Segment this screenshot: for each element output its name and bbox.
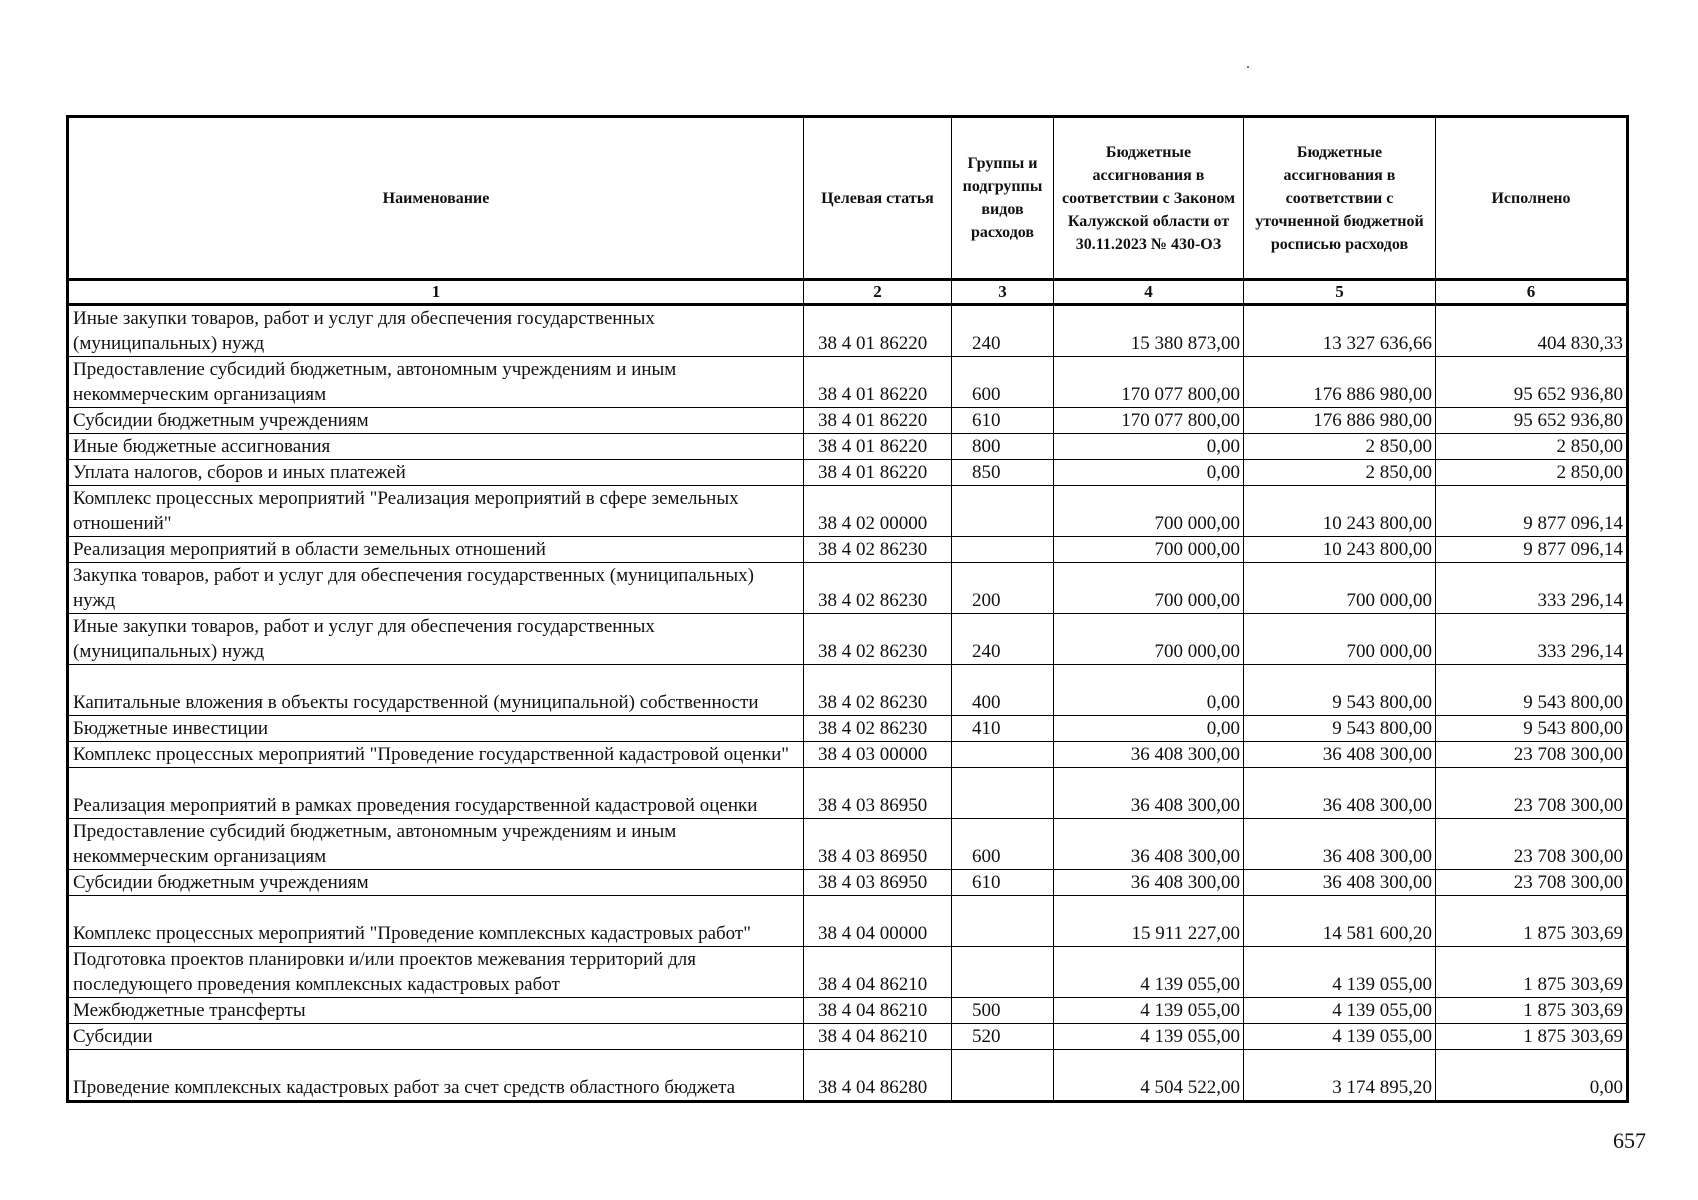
row-law-amount: 4 139 055,00 xyxy=(1054,998,1244,1024)
table-row xyxy=(68,768,1628,819)
row-code: 38 4 02 86230 xyxy=(804,614,952,665)
row-executed-amount: 0,00 xyxy=(1436,1050,1628,1102)
row-refined-amount: 13 327 636,66 xyxy=(1244,305,1436,357)
row-law-amount: 4 504 522,00 xyxy=(1054,1050,1244,1102)
row-executed-amount: 23 708 300,00 xyxy=(1436,870,1628,896)
row-code: 38 4 04 86210 xyxy=(804,947,952,998)
table-row xyxy=(68,896,1628,947)
table-row xyxy=(68,998,1628,1024)
row-refined-amount: 9 543 800,00 xyxy=(1244,716,1436,742)
row-executed-amount: 9 543 800,00 xyxy=(1436,716,1628,742)
row-code: 38 4 04 00000 xyxy=(804,896,952,947)
row-name: Капитальные вложения в объекты государственной (муниципальной) собственности xyxy=(68,665,804,716)
table-row xyxy=(68,819,1628,870)
row-group xyxy=(952,768,1054,819)
row-name: Иные закупки товаров, работ и услуг для обеспечения государственных (муниципальных) нужд xyxy=(68,614,804,665)
row-refined-amount: 176 886 980,00 xyxy=(1244,408,1436,434)
budget-table xyxy=(66,115,1629,1103)
row-code: 38 4 04 86210 xyxy=(804,998,952,1024)
row-law-amount: 36 408 300,00 xyxy=(1054,742,1244,768)
column-number-row xyxy=(68,280,1628,305)
row-law-amount: 700 000,00 xyxy=(1054,486,1244,537)
row-executed-amount: 23 708 300,00 xyxy=(1436,768,1628,819)
column-number: 1 xyxy=(68,280,804,305)
row-refined-amount: 36 408 300,00 xyxy=(1244,742,1436,768)
row-name: Подготовка проектов планировки и/или проектов межевания территорий для последующего проведения комплексных кадастровых работ xyxy=(68,947,804,998)
row-group: 800 xyxy=(952,434,1054,460)
table-row xyxy=(68,537,1628,563)
row-group: 610 xyxy=(952,408,1054,434)
row-law-amount: 0,00 xyxy=(1054,716,1244,742)
row-name: Реализация мероприятий в рамках проведения государственной кадастровой оценки xyxy=(68,768,804,819)
row-code: 38 4 01 86220 xyxy=(804,460,952,486)
row-group xyxy=(952,486,1054,537)
row-group xyxy=(952,742,1054,768)
row-refined-amount: 36 408 300,00 xyxy=(1244,870,1436,896)
row-name: Иные закупки товаров, работ и услуг для обеспечения государственных (муниципальных) нужд xyxy=(68,305,804,357)
row-executed-amount: 95 652 936,80 xyxy=(1436,357,1628,408)
row-name: Комплекс процессных мероприятий "Проведение комплексных кадастровых работ" xyxy=(68,896,804,947)
table-row xyxy=(68,870,1628,896)
column-number: 3 xyxy=(952,280,1054,305)
row-executed-amount: 1 875 303,69 xyxy=(1436,1024,1628,1050)
row-refined-amount: 4 139 055,00 xyxy=(1244,947,1436,998)
row-code: 38 4 01 86220 xyxy=(804,408,952,434)
row-executed-amount: 95 652 936,80 xyxy=(1436,408,1628,434)
page-number: 657 xyxy=(1613,1128,1646,1153)
row-executed-amount: 9 543 800,00 xyxy=(1436,665,1628,716)
row-refined-amount: 9 543 800,00 xyxy=(1244,665,1436,716)
row-law-amount: 700 000,00 xyxy=(1054,537,1244,563)
row-code: 38 4 02 86230 xyxy=(804,537,952,563)
row-name: Бюджетные инвестиции xyxy=(68,716,804,742)
row-group: 600 xyxy=(952,819,1054,870)
row-name: Субсидии бюджетным учреждениям xyxy=(68,408,804,434)
row-refined-amount: 14 581 600,20 xyxy=(1244,896,1436,947)
row-name: Комплекс процессных мероприятий "Проведение государственной кадастровой оценки" xyxy=(68,742,804,768)
table-body xyxy=(68,305,1628,1102)
row-name: Межбюджетные трансферты xyxy=(68,998,804,1024)
row-law-amount: 15 380 873,00 xyxy=(1054,305,1244,357)
row-name: Проведение комплексных кадастровых работ за счет средств областного бюджета xyxy=(68,1050,804,1102)
row-code: 38 4 01 86220 xyxy=(804,434,952,460)
row-law-amount: 700 000,00 xyxy=(1054,563,1244,614)
row-name: Субсидии бюджетным учреждениям xyxy=(68,870,804,896)
table-row xyxy=(68,1050,1628,1102)
row-refined-amount: 176 886 980,00 xyxy=(1244,357,1436,408)
row-executed-amount: 9 877 096,14 xyxy=(1436,537,1628,563)
row-name: Субсидии xyxy=(68,1024,804,1050)
table-header xyxy=(68,117,1628,305)
row-law-amount: 36 408 300,00 xyxy=(1054,768,1244,819)
row-group: 400 xyxy=(952,665,1054,716)
row-group xyxy=(952,896,1054,947)
row-code: 38 4 04 86280 xyxy=(804,1050,952,1102)
row-executed-amount: 23 708 300,00 xyxy=(1436,819,1628,870)
document-page xyxy=(66,115,1626,1103)
row-law-amount: 15 911 227,00 xyxy=(1054,896,1244,947)
row-name: Предоставление субсидий бюджетным, автономным учреждениям и иным некоммерческим организациям xyxy=(68,357,804,408)
row-executed-amount: 2 850,00 xyxy=(1436,460,1628,486)
table-row xyxy=(68,408,1628,434)
row-refined-amount: 36 408 300,00 xyxy=(1244,768,1436,819)
row-code: 38 4 04 86210 xyxy=(804,1024,952,1050)
row-group xyxy=(952,537,1054,563)
table-row xyxy=(68,665,1628,716)
column-number: 4 xyxy=(1054,280,1244,305)
table-row xyxy=(68,563,1628,614)
row-code: 38 4 03 00000 xyxy=(804,742,952,768)
row-law-amount: 36 408 300,00 xyxy=(1054,819,1244,870)
row-executed-amount: 333 296,14 xyxy=(1436,614,1628,665)
row-name: Комплекс процессных мероприятий "Реализация мероприятий в сфере земельных отношений" xyxy=(68,486,804,537)
row-refined-amount: 36 408 300,00 xyxy=(1244,819,1436,870)
row-group xyxy=(952,947,1054,998)
row-code: 38 4 02 86230 xyxy=(804,563,952,614)
row-refined-amount: 10 243 800,00 xyxy=(1244,537,1436,563)
row-name: Предоставление субсидий бюджетным, автономным учреждениям и иным некоммерческим организациям xyxy=(68,819,804,870)
row-executed-amount: 2 850,00 xyxy=(1436,434,1628,460)
table-row xyxy=(68,614,1628,665)
scan-speck xyxy=(1247,66,1249,68)
row-code: 38 4 03 86950 xyxy=(804,819,952,870)
row-group: 240 xyxy=(952,305,1054,357)
table-row xyxy=(68,1024,1628,1050)
column-number: 2 xyxy=(804,280,952,305)
row-refined-amount: 700 000,00 xyxy=(1244,614,1436,665)
row-executed-amount: 1 875 303,69 xyxy=(1436,998,1628,1024)
row-group: 600 xyxy=(952,357,1054,408)
row-executed-amount: 1 875 303,69 xyxy=(1436,947,1628,998)
row-law-amount: 4 139 055,00 xyxy=(1054,947,1244,998)
table-row xyxy=(68,357,1628,408)
row-law-amount: 170 077 800,00 xyxy=(1054,408,1244,434)
header-refined: Бюджетные ассигнования в соответствии с уточненной бюджетной росписью расходов xyxy=(1244,117,1436,280)
row-code: 38 4 01 86220 xyxy=(804,305,952,357)
row-executed-amount: 333 296,14 xyxy=(1436,563,1628,614)
row-group: 520 xyxy=(952,1024,1054,1050)
row-refined-amount: 4 139 055,00 xyxy=(1244,1024,1436,1050)
table-row xyxy=(68,434,1628,460)
row-law-amount: 170 077 800,00 xyxy=(1054,357,1244,408)
row-refined-amount: 700 000,00 xyxy=(1244,563,1436,614)
row-law-amount: 0,00 xyxy=(1054,434,1244,460)
row-group xyxy=(952,1050,1054,1102)
row-code: 38 4 02 00000 xyxy=(804,486,952,537)
row-law-amount: 0,00 xyxy=(1054,460,1244,486)
row-refined-amount: 2 850,00 xyxy=(1244,434,1436,460)
row-group: 850 xyxy=(952,460,1054,486)
header-executed: Исполнено xyxy=(1436,117,1628,280)
row-name: Иные бюджетные ассигнования xyxy=(68,434,804,460)
table-row xyxy=(68,947,1628,998)
row-law-amount: 36 408 300,00 xyxy=(1054,870,1244,896)
row-group: 410 xyxy=(952,716,1054,742)
row-name: Уплата налогов, сборов и иных платежей xyxy=(68,460,804,486)
row-group: 240 xyxy=(952,614,1054,665)
row-refined-amount: 4 139 055,00 xyxy=(1244,998,1436,1024)
row-executed-amount: 1 875 303,69 xyxy=(1436,896,1628,947)
row-code: 38 4 03 86950 xyxy=(804,870,952,896)
row-group: 200 xyxy=(952,563,1054,614)
header-group: Группы и подгруппы видов расходов xyxy=(952,117,1054,280)
row-code: 38 4 03 86950 xyxy=(804,768,952,819)
row-refined-amount: 3 174 895,20 xyxy=(1244,1050,1436,1102)
row-refined-amount: 2 850,00 xyxy=(1244,460,1436,486)
row-law-amount: 4 139 055,00 xyxy=(1054,1024,1244,1050)
row-group: 500 xyxy=(952,998,1054,1024)
row-code: 38 4 02 86230 xyxy=(804,716,952,742)
table-row xyxy=(68,305,1628,357)
row-law-amount: 700 000,00 xyxy=(1054,614,1244,665)
header-name: Наименование xyxy=(68,117,804,280)
row-executed-amount: 404 830,33 xyxy=(1436,305,1628,357)
header-code: Целевая статья xyxy=(804,117,952,280)
row-refined-amount: 10 243 800,00 xyxy=(1244,486,1436,537)
column-number: 5 xyxy=(1244,280,1436,305)
row-name: Реализация мероприятий в области земельных отношений xyxy=(68,537,804,563)
table-row xyxy=(68,742,1628,768)
row-group: 610 xyxy=(952,870,1054,896)
row-code: 38 4 01 86220 xyxy=(804,357,952,408)
table-row xyxy=(68,486,1628,537)
table-row xyxy=(68,460,1628,486)
header-law: Бюджетные ассигнования в соответствии с Законом Калужской области от 30.11.2023 № 430-ОЗ xyxy=(1054,117,1244,280)
row-law-amount: 0,00 xyxy=(1054,665,1244,716)
row-executed-amount: 23 708 300,00 xyxy=(1436,742,1628,768)
column-number: 6 xyxy=(1436,280,1628,305)
table-row xyxy=(68,716,1628,742)
row-code: 38 4 02 86230 xyxy=(804,665,952,716)
row-executed-amount: 9 877 096,14 xyxy=(1436,486,1628,537)
row-name: Закупка товаров, работ и услуг для обеспечения государственных (муниципальных) нужд xyxy=(68,563,804,614)
